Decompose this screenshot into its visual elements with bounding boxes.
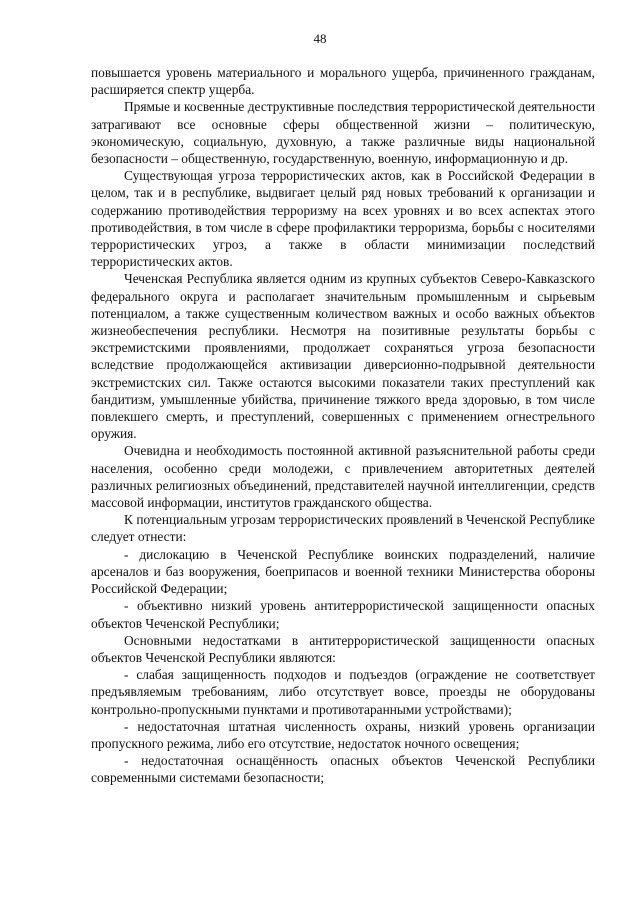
document-body <box>91 64 595 787</box>
paragraph: Прямые и косвенные деструктивные последствия террористической деятельности затрагивают все основные сферы общественной жизни – политическую, экономическую, социальную, духовную, а также различные виды национальной безопасности – общественную, государственную, военную, информационную и др. <box>91 99 595 167</box>
page-number: 48 <box>313 31 327 46</box>
paragraph: повышается уровень материального и морального ущерба, причиненного гражданам, расширяется спектр ущерба. <box>91 65 595 98</box>
list-item: - слабая защищенность подходов и подъездов (ограждение не соответствует предъявляемым требованиям, либо отсутствует вовсе, проезды не оборудованы контрольно-пропускными пунктами и противотаранными устройствами); <box>91 667 595 717</box>
paragraph: Основными недостатками в антитеррористической защищенности опасных объектов Чеченской Республики являются: <box>91 632 595 665</box>
list-item: - недостаточная штатная численность охраны, низкий уровень организации пропускного режима, либо его отсутствие, недостаток ночного освещения; <box>91 718 595 751</box>
list-item: - недостаточная оснащённость опасных объектов Чеченской Республики современными системами безопасности; <box>91 753 595 786</box>
list-item: - объективно низкий уровень антитеррористической защищенности опасных объектов Чеченской Республики; <box>91 598 595 631</box>
paragraph: Чеченская Республика является одним из крупных субъектов Северо-Кавказского федерального округа и располагает значительным промышленным и сырьевым потенциалом, а также существенным количеством важных и особо важных объектов жизнеобеспечения республики. Несмотря на позитивные результаты борьбы с экстремистскими проявлениями, продолжает сохраняться угроза безопасности вследствие продолжающейся активизации диверсионно-подрывной деятельности экстремистских сил. Также остаются высокими показатели таких преступлений как бандитизм, умышленные убийства, причинение тяжкого вреда здоровью, в том числе повлекшего смерть, и преступлений, совершенных с применением огнестрельного оружия. <box>91 271 595 442</box>
list-item: - дислокацию в Чеченской Республике воинских подразделений, наличие арсеналов и баз вооружения, боеприпасов и военной техники Министерства обороны Российской Федерации; <box>91 546 595 597</box>
paragraph: Существующая угроза террористических актов, как в Российской Федерации в целом, так и в республике, выдвигает целый ряд новых требований к организации и содержанию противодействия терроризму на всех уровнях и во всех аспектах этого противодействия, в том числе в сфере профилактики терроризма, борьбы с носителями террористических угроз, а также в области минимизации последствий террористических актов. <box>91 168 595 270</box>
paragraph: К потенциальным угрозам террористических проявлений в Чеченской Республике следует отнести: <box>91 512 595 545</box>
paragraph: Очевидна и необходимость постоянной активной разъяснительной работы среди населения, особенно среди молодежи, с привлечением авторитетных деятелей различных религиозных объединений, представителей научной интеллигенции, средств массовой информации, институтов гражданского общества. <box>91 443 595 511</box>
